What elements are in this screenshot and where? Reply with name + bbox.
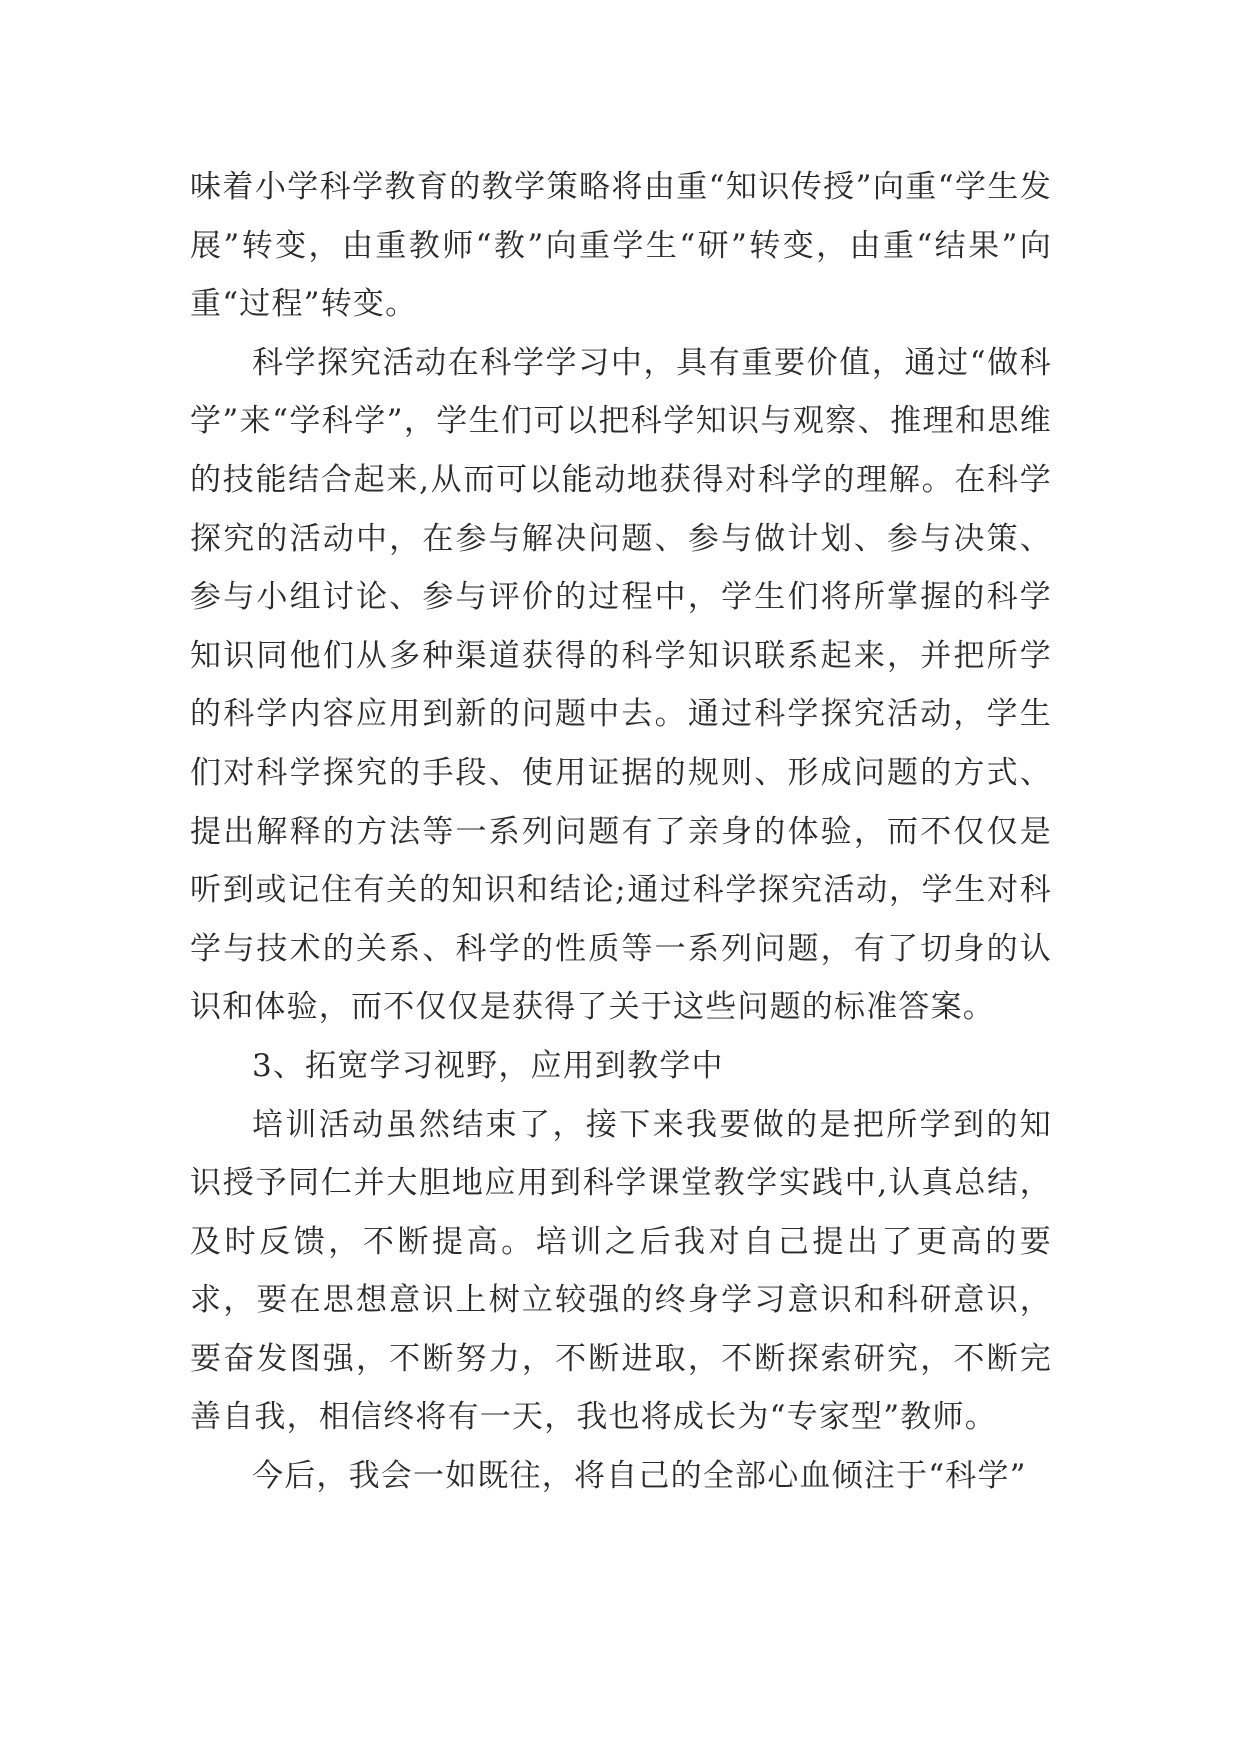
document-body bbox=[190, 158, 1052, 1506]
section-heading: 3、拓宽学习视野，应用到教学中 bbox=[252, 1047, 724, 1084]
paragraph-future: 今后，我会一如既往，将自己的全部心血倾注于“科学” bbox=[252, 1458, 1027, 1495]
paragraph-continuation: 味着小学科学教育的教学策略将由重“知识传授”向重“学生发展”转变，由重教师“教”向重学生“研”转变，由重“结果”向重“过程”转变。 bbox=[190, 169, 1052, 323]
paragraph-scientific-inquiry: 科学探究活动在科学学习中，具有重要价值，通过“做科学”来“学科学”，学生们可以把科学知识与观察、推理和思维的技能结合起来,从而可以能动地获得对科学的理解。在科学探究的活动中，在参与解决问题、参与做计划、参与决策、参与小组讨论、参与评价的过程中，学生们将所掌握的科学知识同他们从多种渠道获得的科学知识联系起来，并把所学的科学内容应用到新的问题中去。通过科学探究活动，学生们对科学探究的手段、使用证据的规则、形成问题的方式、提出解释的方法等一系列问题有了亲身的体验，而不仅仅是听到或记住有关的知识和结论;通过科学探究活动，学生对科学与技术的关系、科学的性质等一系列问题，有了切身的认识和体验，而不仅仅是获得了关于这些问题的标准答案。 bbox=[190, 344, 1052, 1026]
paragraph-training-summary: 培训活动虽然结束了，接下来我要做的是把所学到的知识授予同仁并大胆地应用到科学课堂教学实践中,认真总结，及时反馈，不断提高。培训之后我对自己提出了更高的要求，要在思想意识上树立较强的终身学习意识和科研意识，要奋发图强，不断努力，不断进取，不断探索研究，不断完善自我，相信终将有一天，我也将成长为“专家型”教师。 bbox=[190, 1106, 1052, 1436]
